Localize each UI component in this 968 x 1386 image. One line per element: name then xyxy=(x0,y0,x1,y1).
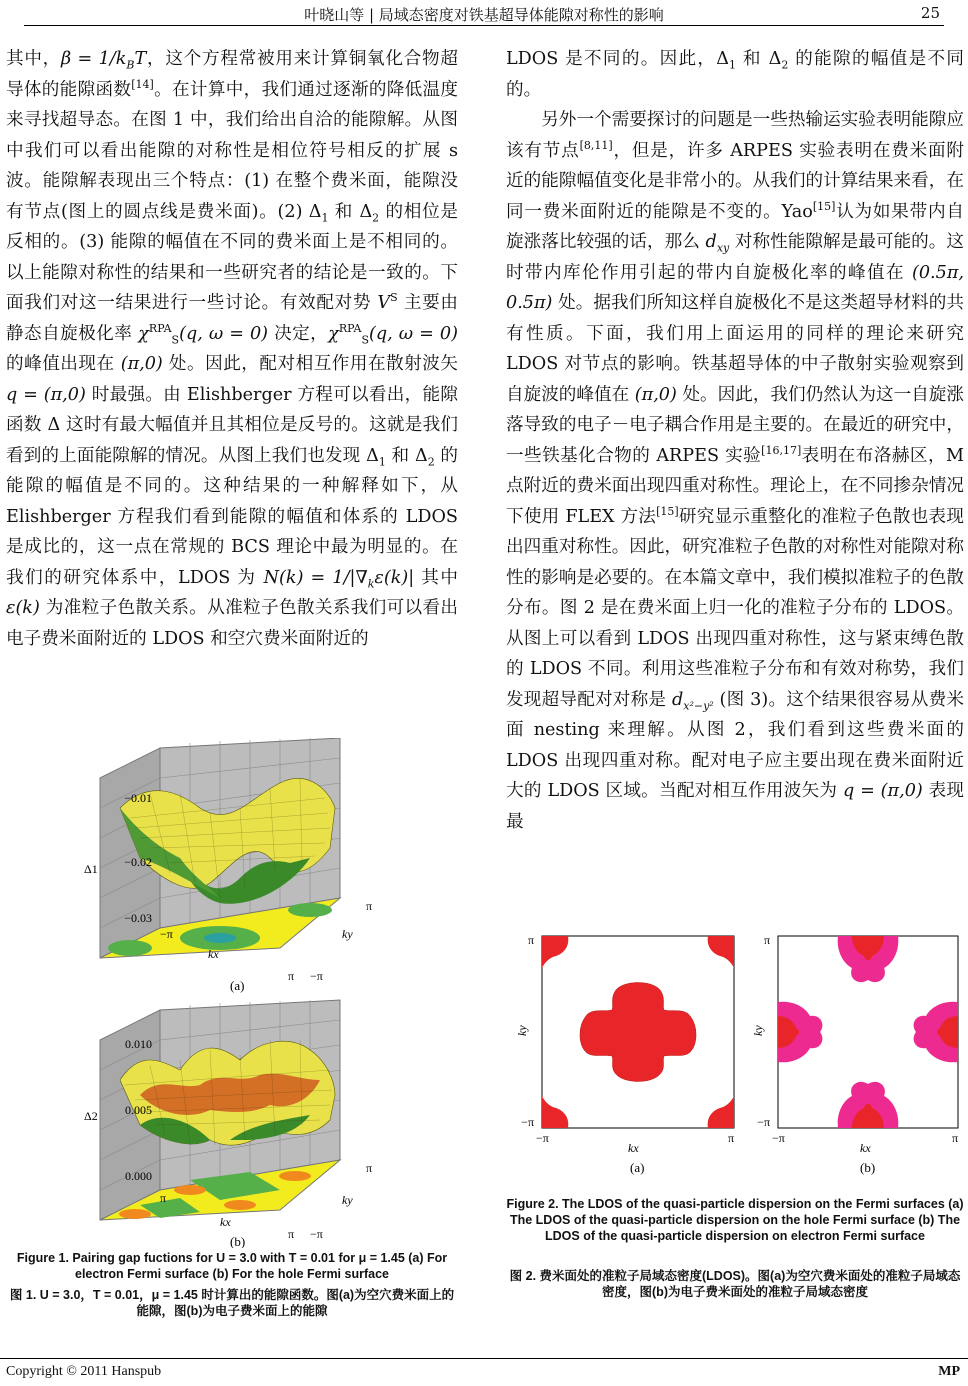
left-column xyxy=(6,44,458,654)
fig1b-ky: ky xyxy=(342,1193,353,1207)
fig1b-kx: kx xyxy=(220,1215,231,1229)
fig1a-ytick-neg: −π xyxy=(310,969,323,983)
fig2b-xtick-pos: π xyxy=(952,1131,959,1145)
figure-1-plots xyxy=(80,738,410,1248)
fig2b-ytick-pos: π xyxy=(763,933,770,947)
fig1b-ytick-pos: π xyxy=(366,1161,373,1175)
fig1b-sublabel: (b) xyxy=(230,1234,246,1248)
fig2b-kx: kx xyxy=(860,1141,871,1155)
figure-2-caption-en: Figure 2. The LDOS of the quasi-particle dispersion on the Fermi surfaces (a) The LDOS of the quasi-particle dispersion on the hole Fermi surface (b) The LDOS of the quasi-particle dispersion on electron Fermi surface xyxy=(506,1197,964,1243)
left-paragraph: 其中，$\beta = 1/k_BT$，这个方程常被用来计算铜氧化合物超导体的能隙函数[14]。在计算中，我们通过逐渐的降低温度来寻找超导态。在图 1 中，我们给出自洽的能隙解。从图中我们可以看出能隙的对称性是相位符号相反的扩展 s 波。能隙解表现出三个特点：(1) 在整个费米面，能隙没有节点(图上的圆点线是费米面)。(2) $\Delta_1$ 和 $\Delta_2$ 的相位是反相的。(3) 能隙的幅值在不同的费米面上是不相同的。以上能隙对称性的结果和一些研究者的结论是一致的。下面我们对这一结果进行一些讨论。有效配对势 $V^S$ 主要由静态自旋极化率 $\chi^{RPA}_S(q$, ω = 0) 决定，$\chi^{RPA}_S(q$, ω = 0) 的峰值出现在 (π,0) 处。因此，配对相互作用在散射波矢 q = (π,0) 时最强。由 Elishberger 方程可以看出，能隙函数 Δ 这时有最大幅值并且其相位是反号的。这就是我们看到的上面能隙解的情况。从图上我们也发现 $\Delta_1$ 和 $\Delta_2$ 的能隙的幅值是不同的。这种结果的一种解释如下，从 Elishberger 方程我们看到能隙的幅值和体系的 LDOS 是成比的，这一点在常规的 BCS 理论中最为明显的。在我们的研究体系中，LDOS 为 $N(k) = 1/|\nabla_k\varepsilon(k)|$ 其中 ε(k) 为准粒子色散关系。从准粒子色散关系我们可以看出电子费米面附近的 LDOS 和空穴费米面附近的 xyxy=(6,49,459,649)
fig2a-ytick-neg: −π xyxy=(521,1115,534,1129)
fig2a-xtick-neg: −π xyxy=(536,1131,549,1145)
fig2b-ky: ky xyxy=(751,1025,765,1036)
figure-1-caption-en: Figure 1. Pairing gap fuctions for U = 3.0 with T = 0.01 for μ = 1.45 (a) For electron Fermi surface (b) For the hole Fermi surface xyxy=(16,1251,448,1281)
figure-2b-ldos-map xyxy=(751,933,958,1175)
header-rule xyxy=(24,25,944,26)
fig1b-ytick-neg: −π xyxy=(310,1227,323,1241)
fig2a-kx: kx xyxy=(628,1141,639,1155)
fig1b-xtick-neg: π xyxy=(288,1227,295,1241)
fig2a-xtick-pos: π xyxy=(728,1131,735,1145)
fig2a-ytick-pos: π xyxy=(527,933,534,947)
fig1a-tick-3: −0.03 xyxy=(124,911,152,925)
journal-abbrev: MP xyxy=(938,1364,960,1379)
figure-2-plots xyxy=(506,928,966,1178)
copyright: Copyright © 2011 Hanspub xyxy=(6,1364,162,1379)
running-title: 叶晓山等 | 局域态密度对铁基超导体能隙对称性的影响 xyxy=(304,6,664,24)
figure-2-caption-cn: 图 2. 费米面处的准粒子局域态密度(LDOS)。图(a)为空穴费米面处的准粒子局域态密度，图(b)为电子费米面处的准粒子局域态密度 xyxy=(509,1269,961,1299)
fig2a-sublabel: (a) xyxy=(630,1160,645,1175)
fig1b-tick-3: 0.000 xyxy=(125,1169,152,1183)
figure-1 xyxy=(80,738,410,1248)
fig1a-ylabel: Δ1 xyxy=(84,862,98,876)
fig1a-tick-1: −0.01 xyxy=(124,791,152,805)
figure-1-caption-cn: 图 1. U = 3.0，T = 0.01，μ = 1.45 时计算出的能隙函数。图(a)为空穴费米面上的能隙，图(b)为电子费米面上的能隙 xyxy=(9,1288,455,1318)
fig1a-tick-2: −0.02 xyxy=(124,855,152,869)
page-footer xyxy=(0,1358,968,1386)
fig2b-sublabel: (b) xyxy=(860,1160,876,1175)
right-column xyxy=(506,44,964,837)
fig2a-ky: ky xyxy=(515,1025,529,1036)
page-number: 25 xyxy=(920,4,940,22)
figure-2a-ldos-map xyxy=(515,933,734,1175)
fig1b-xtick-pos: π xyxy=(160,1191,167,1205)
right-paragraph-2: 另外一个需要探讨的问题是一些热输运实验表明能隙应该有节点[8,11]，但是，许多 ARPES 实验表明在费米面附近的能隙幅值变化是非常小的。从我们的计算结果来看，在同一费米面附近的能隙是不变的。Yao[15]认为如果带内自旋涨落比较强的话，那么 $d_{xy}$ 对称性能隙解是最可能的。这时带内库伦作用引起的带内自旋极化率的峰值在 (0.5π, 0.5π) 处。据我们所知这样自旋极化不是这类超导材料的共有性质。下面，我们用上面运用的同样的理论来研究 LDOS 对节点的影响。铁基超导体的中子散射实验观察到自旋波的峰值在 (π,0) 处。因此，我们仍然认为这一自旋涨落导致的电子－电子耦合作用是主要的。在最近的研究中，一些铁基化合物的 ARPES 实验[16,17]表明在布洛赫区，M 点附近的费米面出现四重对称性。理论上，在不同掺杂情况下使用 FLEX 方法[15]研究显示重整化的准粒子色散也表现出四重对称性。因此，研究准粒子色散的对称性对能隙对称性的影响是必要的。在本篇文章中，我们模拟准粒子的色散分布。图 2 是在费米面上归一化的准粒子分布的 LDOS。从图上可以看到 LDOS 出现四重对称性，这与紧束缚色散的 LDOS 不同。利用这些准粒子分布和有效对称势，我们发现超导配对对称是 $d_{x^2-y^2}$ (图 3)。这个结果很容易从费米面 nesting 来理解。从图 2，我们看到这些费米面的 LDOS 出现四重对称。配对电子应主要出现在费米面附近大的 LDOS 区域。当配对相互作用波矢为 q = (π,0) 表现最 xyxy=(506,110,965,832)
fig1a-sublabel: (a) xyxy=(230,978,245,993)
fig1a-xtick-pos: π xyxy=(288,969,295,983)
fig2b-xtick-neg: −π xyxy=(772,1131,785,1145)
fig1b-tick-1: 0.010 xyxy=(125,1037,152,1051)
fig1a-xtick-neg: −π xyxy=(160,927,173,941)
figure-1a-surface-plot xyxy=(84,738,372,993)
fig1a-ytick-pos: π xyxy=(366,899,373,913)
fig1b-tick-2: 0.005 xyxy=(125,1103,152,1117)
figure-2 xyxy=(506,928,966,1178)
fig1b-ylabel: Δ2 xyxy=(84,1109,98,1123)
right-paragraph-1: LDOS 是不同的。因此，$\Delta_1$ 和 $\Delta_2$ 的能隙的幅值是不同的。 xyxy=(506,49,964,100)
fig1a-ky: ky xyxy=(342,927,353,941)
page-header xyxy=(0,0,968,26)
fig1a-kx: kx xyxy=(208,947,219,961)
fig2b-ytick-neg: −π xyxy=(757,1115,770,1129)
figure-1b-surface-plot xyxy=(84,1000,372,1248)
footer-rule xyxy=(0,1358,968,1359)
